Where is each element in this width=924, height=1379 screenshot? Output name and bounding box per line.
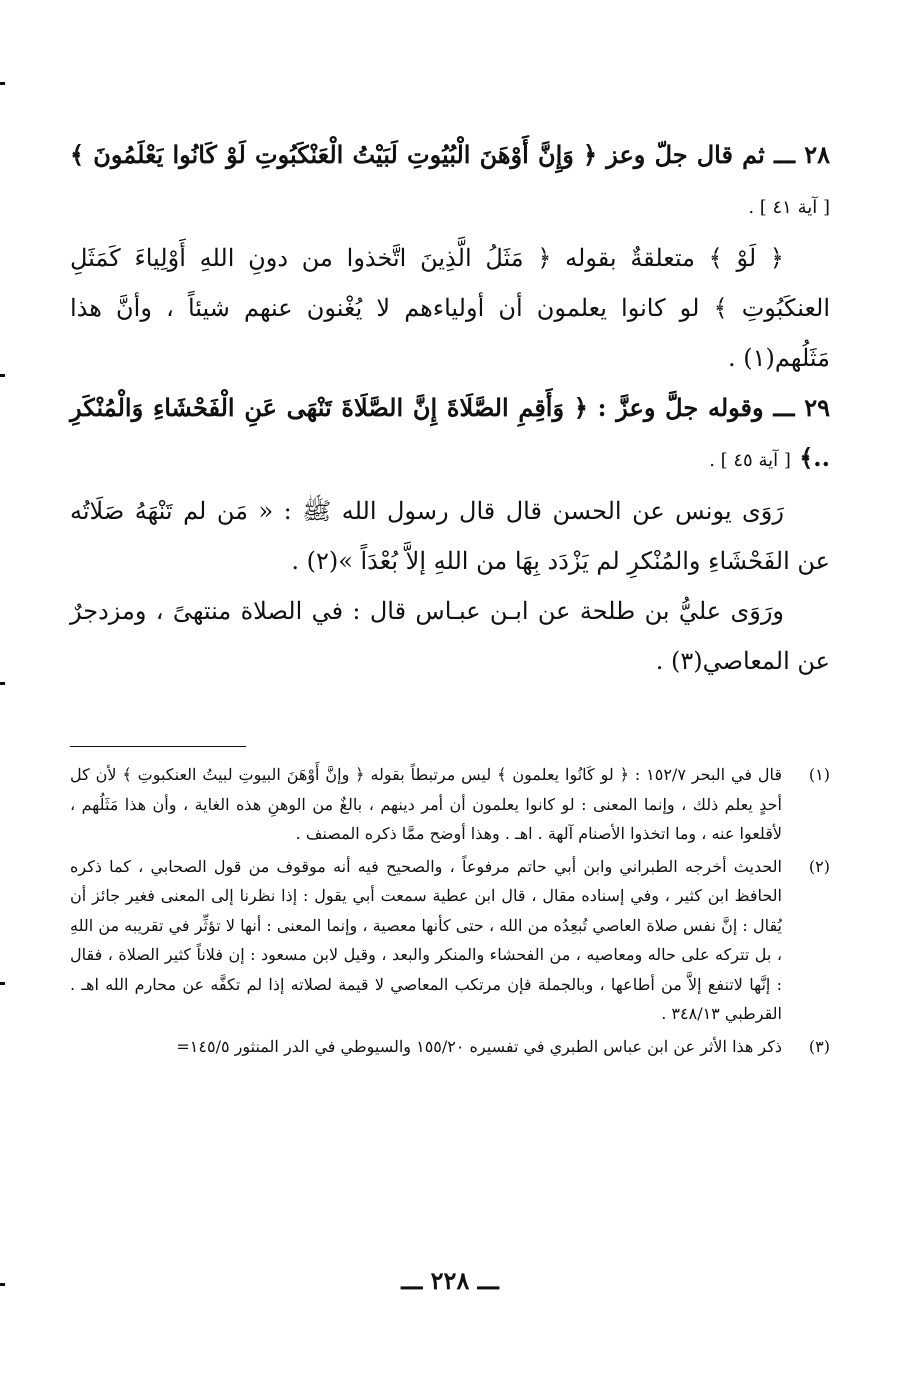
verse-text: وقوله جلَّ وعزَّ : ﴿ وَأَقِمِ الصَّلَاةَ إِنَّ الصَّلَاةَ تَنْهَى عَنِ الْفَحْشَاءِ وَالْمُنْكَرِ ..﴾: [70, 393, 830, 472]
footnote-divider: [70, 746, 246, 747]
footnote-number: (٣): [808, 1036, 830, 1056]
book-page: [70, 0, 830, 1379]
footnote-text: الحديث أخرجه الطبراني وابن أبي حاتم مرفوعاً ، والصحيح فيه أنه موقوف من قول الصحابي ، كما ذكره الحافظ ابن كثير ، وفي إسناده مقال ، قال ابن عطية سمعت أبي يقول : إذا نظرنا إلى المعنى فغير جائز أن يُقال : إنَّ نفس صلاة العاصي تُبعِدُه من الله ، حتى كأنها معصية ، وإنما المعنى : أنها لا تؤثِّر في تقريبه من اللهِ ، بل تتركه على حاله ومعاصيه ، من الفحشاء والمنكر والبعد ، وقيل لابن مسعود : إن فلاناً كثير الصلاة ، فقال : إنَّها لاتنفع إلاَّ من أطاعها ، وبالجملة فإن مرتكب المعاصي لا قيمة لصلاته إذا لم تكفَّه عن محارم الله اهـ . القرطبي ٣٤٨/١٣ .: [70, 856, 783, 1023]
footnote-2: [70, 852, 830, 1029]
verse-text: ثم قال جلّ وعز ﴿ وَإِنَّ أَوْهَنَ الْبُيُوتِ لَبَيْتُ الْعَنْكَبُوتِ لَوْ كَانُوا يَعْلَمُونَ ﴾: [70, 140, 765, 169]
footnote-3: [70, 1032, 830, 1062]
footnote-number: (٢): [808, 856, 830, 876]
commentary-paragraph: ﴿ لَوْ ﴾ متعلقةٌ بقوله ﴿ مَثَلُ الَّذِينَ اتَّخذوا من دونِ اللهِ أَوْلِياءَ كَمَثَلِ العنكَبُوتِ ﴾ لو كانوا يعلمون أن أولياءهم لا يُغْنون عنهم شيئاً ، وأنَّ هذا مَثَلُهم(١) .: [70, 244, 830, 372]
margin-mark: [0, 374, 5, 377]
margin-mark: [0, 682, 5, 685]
footnote-number: (١): [808, 765, 830, 784]
footnote-text: قال في البحر ١٥٢/٧ : ﴿ لو كَانُوا يعلمون ﴾ ليس مرتبطاً بقوله ﴿ وإنَّ أَوْهَنَ البيوتِ لبيتُ العنكبوتِ ﴾ لأن كل أحدٍ يعلم ذلك ، وإنما المعنى : لو كانوا يعلمون أن أمر دينهم ، بالغٌ من الوهنِ هذه الغاية ، وأن هذا مَثَلُهم ، لأقلعوا عنه ، وما اتخذوا الأصنام آلهة . اهـ . وهذا أوضح ممَّا ذكره المصنف .: [70, 765, 782, 843]
hadith-paragraph: رَوَى يونس عن الحسن قال قال رسول الله ﷺ : « مَن لم تَنْهَهُ صَلَاتُه عن الفَحْشَاءِ والمُنْكرِ لم يَزْدَد بِهَا من اللهِ إلاَّ بُعْدَاً »(٢) .: [70, 497, 830, 575]
margin-mark: [0, 982, 5, 985]
athar-paragraph: ورَوَى عليُّ بن طلحة عن ابـن عبـاس قال : في الصلاة منتهىً ، ومزدجرٌ عن المعاصي(٣) .: [70, 597, 830, 675]
footnote-1: [70, 760, 830, 849]
paragraph-28: [70, 130, 830, 233]
item-number: ٢٨ ـــ: [773, 140, 830, 169]
margin-mark: [0, 82, 5, 85]
page-number: ـــ ٢٢٨ ـــ: [401, 1266, 499, 1295]
verse-reference: [ آية ٤١ ] .: [748, 197, 830, 218]
margin-mark: [0, 1283, 5, 1286]
verse-reference: [ آية ٤٥ ] .: [709, 450, 791, 471]
paragraph-29: [70, 383, 830, 486]
footnotes: [70, 760, 830, 1064]
footnote-text: ذكر هذا الأثر عن ابن عباس الطبري في تفسيره ١٥٥/٢٠ والسيوطي في الدر المنثور ١٤٥/٥=: [176, 1036, 782, 1056]
item-number: ٢٩ ـــ: [773, 393, 831, 422]
main-text: [70, 130, 830, 686]
